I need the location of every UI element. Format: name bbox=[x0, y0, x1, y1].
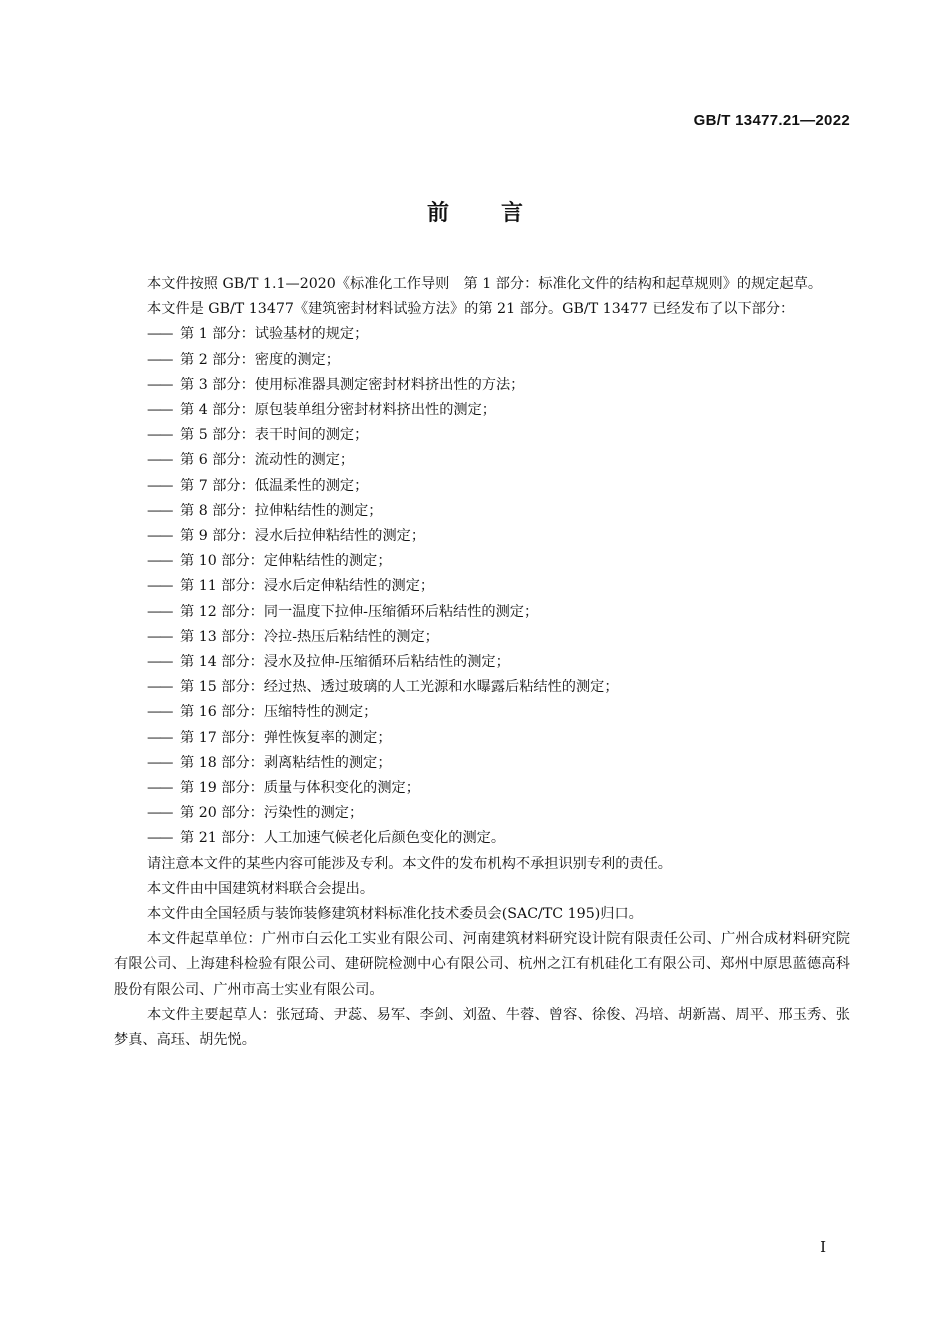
list-item-text: 第 14 部分：浸水及拉伸-压缩循环后粘结性的测定； bbox=[180, 654, 510, 671]
list-item-text: 第 6 部分：流动性的测定； bbox=[180, 452, 355, 469]
list-dash: —— bbox=[147, 351, 172, 368]
list-item-text: 第 10 部分：定伸粘结性的测定； bbox=[180, 553, 392, 570]
list-item bbox=[114, 600, 850, 625]
list-dash: —— bbox=[147, 402, 172, 419]
list-item bbox=[114, 801, 850, 826]
list-item-text: 第 16 部分：压缩特性的测定； bbox=[180, 704, 378, 721]
list-item bbox=[114, 474, 850, 499]
list-dash: —— bbox=[147, 326, 172, 343]
list-dash: —— bbox=[147, 528, 172, 545]
list-item bbox=[114, 499, 850, 524]
list-dash: —— bbox=[147, 830, 172, 847]
list-item-text: 第 7 部分：低温柔性的测定； bbox=[180, 477, 369, 494]
list-dash: —— bbox=[147, 427, 172, 444]
list-item-text: 第 9 部分：浸水后拉伸粘结性的测定； bbox=[180, 528, 426, 545]
list-item-text: 第 19 部分：质量与体积变化的测定； bbox=[180, 780, 420, 797]
list-item bbox=[114, 423, 850, 448]
list-item-text: 第 2 部分：密度的测定； bbox=[180, 351, 340, 368]
list-item bbox=[114, 650, 850, 675]
parts-list bbox=[114, 322, 850, 851]
list-item-text: 第 12 部分：同一温度下拉伸-压缩循环后粘结性的测定； bbox=[180, 603, 539, 620]
list-dash: —— bbox=[147, 679, 172, 696]
page-title: 前言 bbox=[426, 201, 575, 226]
foreword-body bbox=[114, 272, 850, 1053]
list-dash: —— bbox=[147, 654, 172, 671]
list-item-text: 第 18 部分：剥离粘结性的测定； bbox=[180, 754, 392, 771]
list-item bbox=[114, 726, 850, 751]
list-item bbox=[114, 398, 850, 423]
list-item-text: 第 5 部分：表干时间的测定； bbox=[180, 427, 369, 444]
page-number: I bbox=[820, 1238, 826, 1256]
list-dash: —— bbox=[147, 780, 172, 797]
list-item-text: 第 1 部分：试验基材的规定； bbox=[180, 326, 369, 343]
patent-notice: 请注意本文件的某些内容可能涉及专利。本文件的发布机构不承担识别专利的责任。 bbox=[147, 855, 672, 872]
list-item-text: 第 21 部分：人工加速气候老化后颜色变化的测定。 bbox=[180, 830, 506, 847]
list-dash: —— bbox=[147, 754, 172, 771]
list-dash: —— bbox=[147, 553, 172, 570]
list-item bbox=[114, 776, 850, 801]
proposer-statement: 本文件由中国建筑材料联合会提出。 bbox=[147, 880, 375, 897]
list-dash: —— bbox=[147, 805, 172, 822]
paragraph: 本文件是 GB/T 13477《建筑密封材料试验方法》的第 21 部分。GB/T 13477 已经发布了以下部分： bbox=[147, 301, 795, 318]
list-item-text: 第 15 部分：经过热、透过玻璃的人工光源和水曝露后粘结性的测定； bbox=[180, 679, 619, 696]
list-item-text: 第 17 部分：弹性恢复率的测定； bbox=[180, 729, 392, 746]
list-dash: —— bbox=[147, 376, 172, 393]
list-dash: —— bbox=[147, 477, 172, 494]
list-item bbox=[114, 574, 850, 599]
committee-statement: 本文件由全国轻质与装饰装修建筑材料标准化技术委员会(SAC/TC 195)归口。 bbox=[147, 906, 643, 923]
list-item bbox=[114, 348, 850, 373]
list-item bbox=[114, 625, 850, 650]
list-dash: —— bbox=[147, 704, 172, 721]
list-item-text: 第 8 部分：拉伸粘结性的测定； bbox=[180, 502, 383, 519]
list-dash: —— bbox=[147, 502, 172, 519]
main-drafters: 本文件主要起草人：张冠琦、尹蕊、易军、李剑、刘盈、牛蓉、曾容、徐俊、冯培、胡新嵩、周平、邢玉秀、张梦真、高珏、胡先悦。 bbox=[114, 1006, 850, 1049]
drafting-units: 本文件起草单位：广州市白云化工实业有限公司、河南建筑材料研究设计院有限责任公司、广州合成材料研究院有限公司、上海建科检验有限公司、建研院检测中心有限公司、杭州之江有机硅化工有限公司、郑州中原思蓝德高科股份有限公司、广州市高士实业有限公司。 bbox=[114, 931, 850, 998]
list-item bbox=[114, 700, 850, 725]
list-item bbox=[114, 549, 850, 574]
standard-code: GB/T 13477.21—2022 bbox=[693, 112, 850, 129]
list-dash: —— bbox=[147, 603, 172, 620]
list-item bbox=[114, 373, 850, 398]
paragraph: 本文件按照 GB/T 1.1—2020《标准化工作导则 第 1 部分：标准化文件的结构和起草规则》的规定起草。 bbox=[147, 276, 823, 292]
list-item-text: 第 3 部分：使用标准器具测定密封材料挤出性的方法； bbox=[180, 376, 525, 393]
list-item bbox=[114, 322, 850, 347]
list-item-text: 第 11 部分：浸水后定伸粘结性的测定； bbox=[180, 578, 435, 595]
list-item-text: 第 13 部分：冷拉-热压后粘结性的测定； bbox=[180, 628, 439, 645]
list-dash: —— bbox=[147, 452, 172, 469]
list-item-text: 第 20 部分：污染性的测定； bbox=[180, 805, 364, 822]
list-item bbox=[114, 675, 850, 700]
list-dash: —— bbox=[147, 628, 172, 645]
list-dash: —— bbox=[147, 729, 172, 746]
list-dash: —— bbox=[147, 578, 172, 595]
list-item bbox=[114, 448, 850, 473]
list-item-text: 第 4 部分：原包装单组分密封材料挤出性的测定； bbox=[180, 402, 496, 419]
list-item bbox=[114, 524, 850, 549]
list-item bbox=[114, 751, 850, 776]
list-item bbox=[114, 826, 850, 851]
